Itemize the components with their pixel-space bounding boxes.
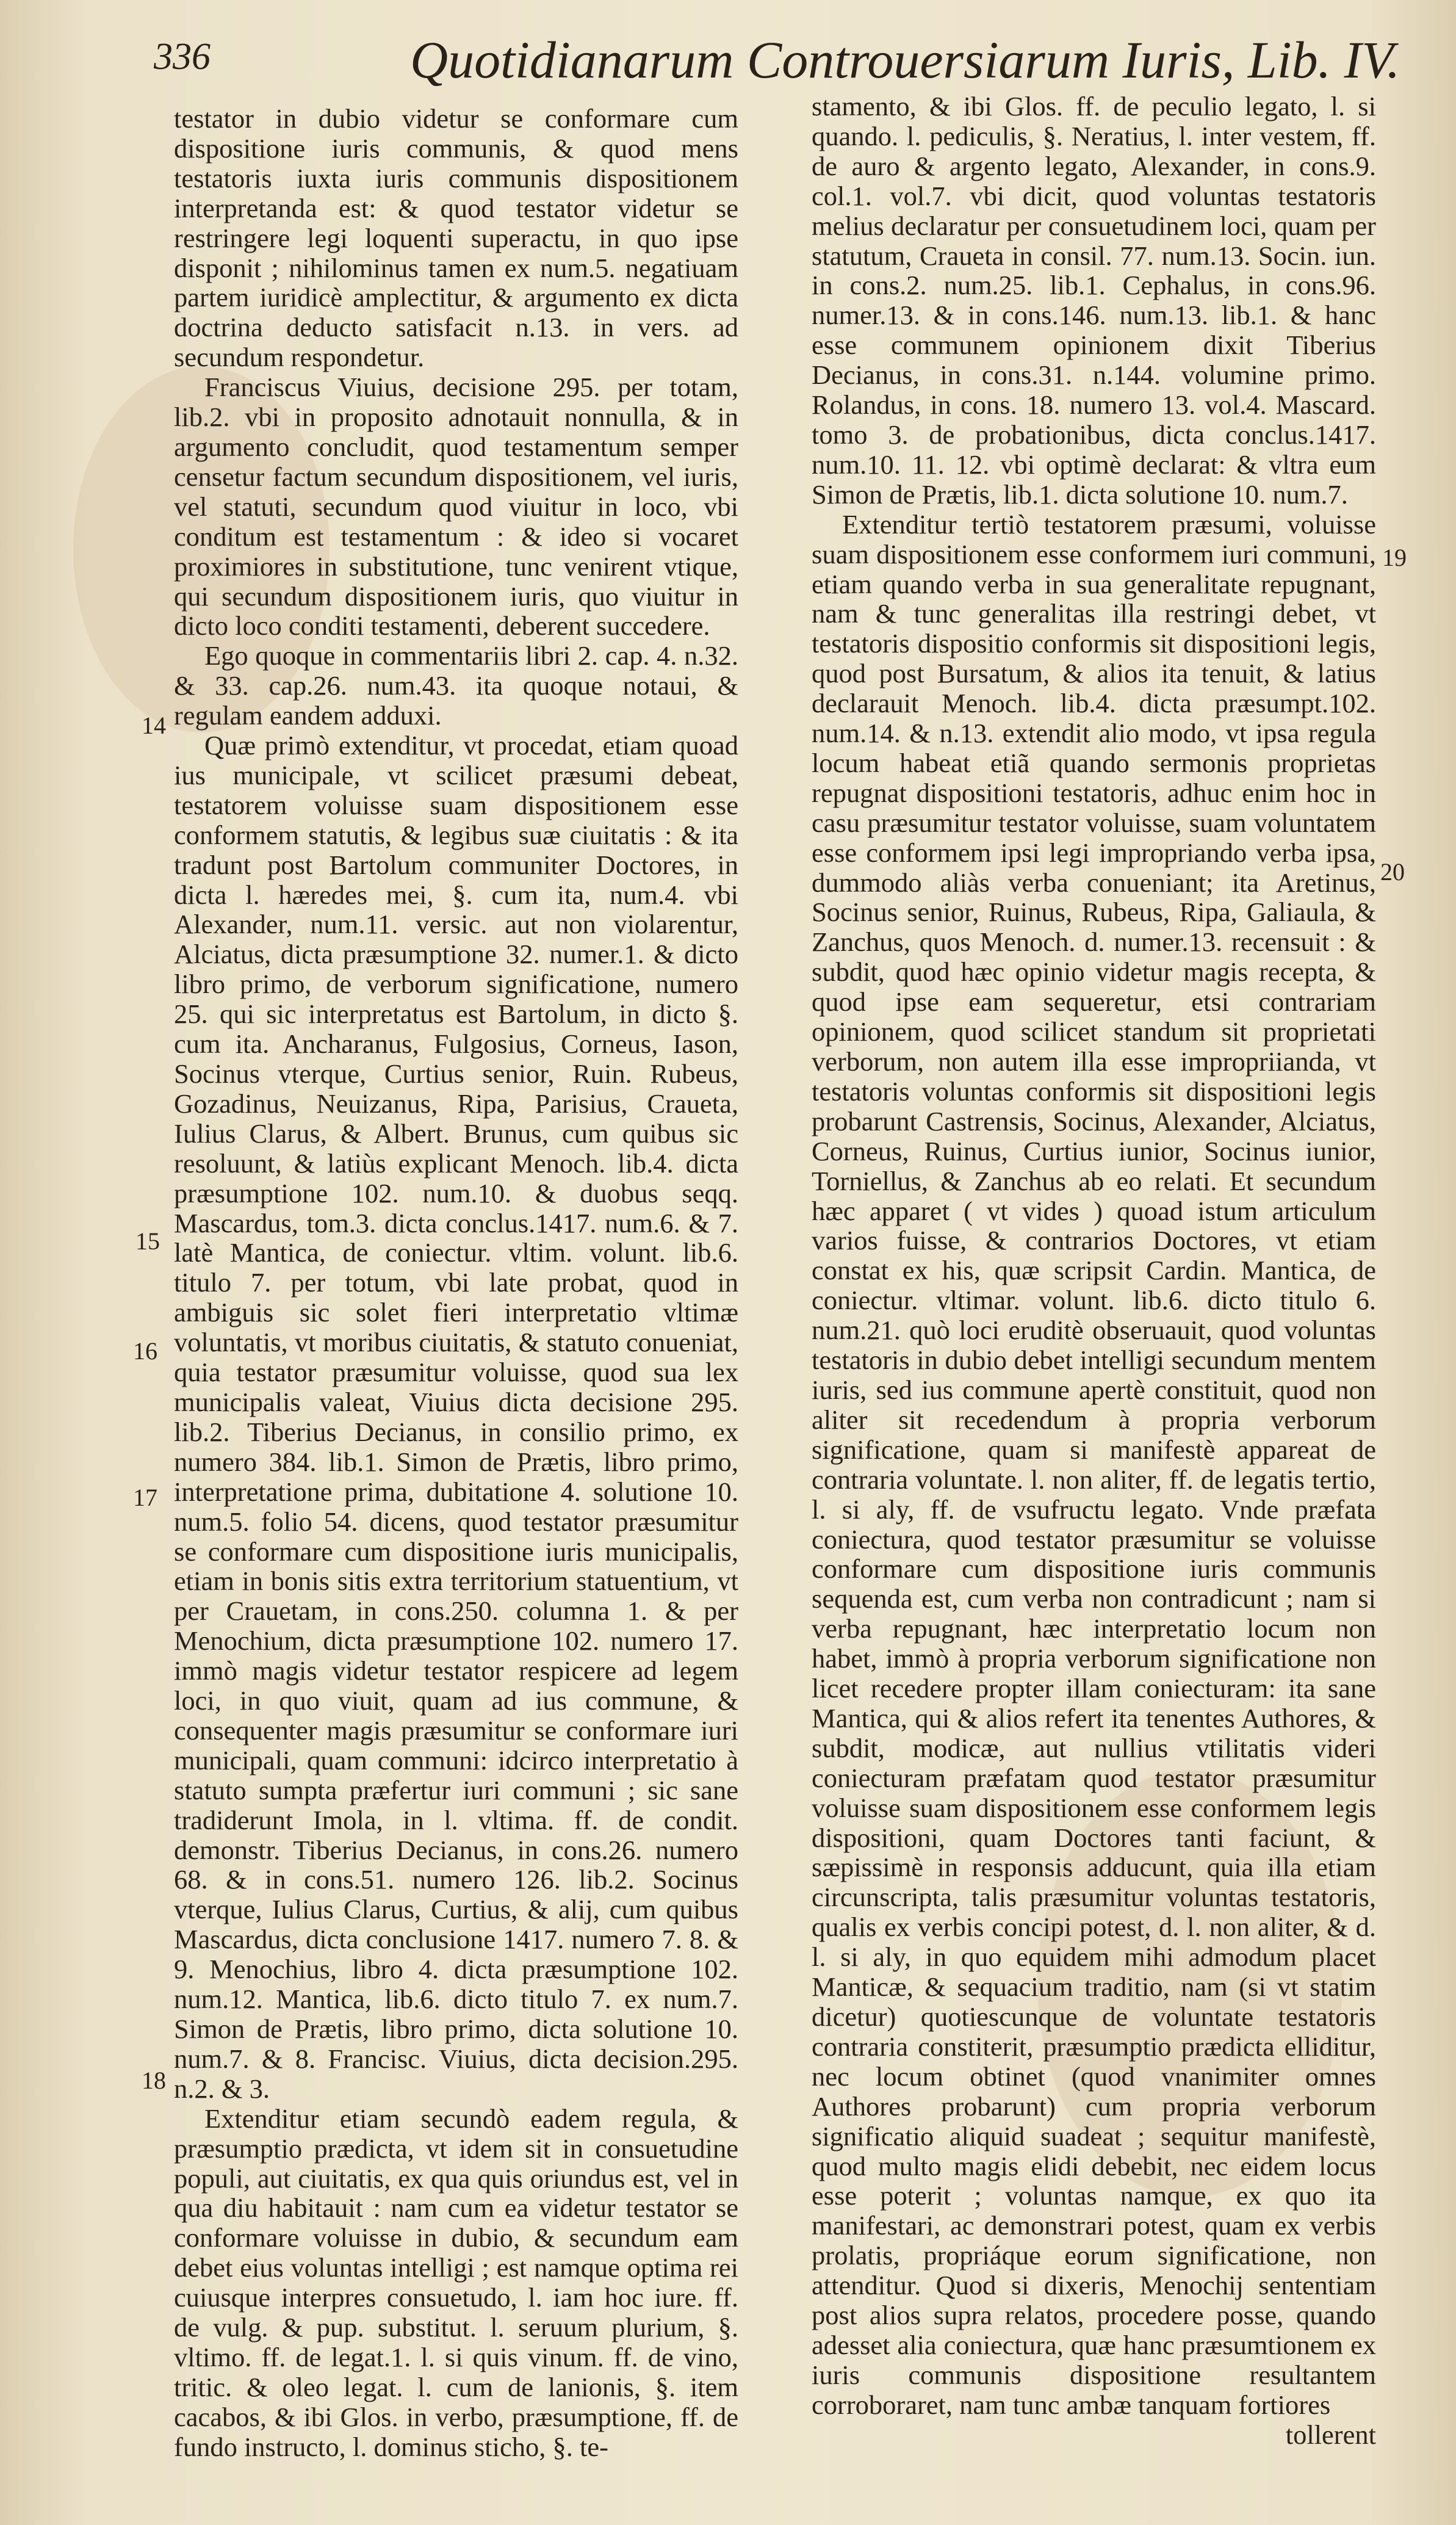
right-column <box>812 92 1376 2450</box>
margin-number: 15 <box>135 1227 160 1255</box>
paragraph: Quæ primò extenditur, vt procedat, etiam quoad ius municipale, vt scilicet præsumi debeat, testatorem voluisse suam dispositionem esse conformem statutis, & legibus suæ ciuitatis : & ita tradunt post Bartolum communiter Doctores, in dicta l. hæredes mei, §. cum ita, num.4. vbi Alexander, num.11. versic. aut non violarentur, Alciatus, dicta præsumptione 32. numer.1. & dicto libro primo, de verborum significatione, numero 25. qui sic interpretatus est Bartolum, in dicto §. cum ita. Ancharanus, Fulgosius, Corneus, Iason, Socinus vterque, Curtius senior, Ruin. Rubeus, Gozadinus, Neuizanus, Ripa, Parisius, Craueta, Iulius Clarus, & Albert. Brunus, cum quibus sic resoluunt, & latiùs explicant Menoch. lib.4. dicta præsumptione 102. num.10. & duobus seqq. Mascardus, tom.3. dicta conclus.1417. num.6. & 7. latè Mantica, de coniectur. vltim. volunt. lib.6. titulo 7. per totum, vbi late probat, quod in ambiguis sic solet fieri interpretatio vltimæ voluntatis, vt moribus ciuitatis, & statuto conueniat, quia testator præsumitur voluisse, quod sua lex municipalis valeat, Viuius dicta decisione 295. lib.2. Tiberius Decianus, in consilio primo, ex numero 384. lib.1. Simon de Prætis, libro primo, interpretatione prima, dubitatione 4. solutione 10. num.5. folio 54. dicens, quod testator præsumitur se conformare cum dispositione iuris municipalis, etiam in bonis sitis extra territorium statuentium, vt per Crauetam, in cons.250. columna 1. & per Menochium, dicta præsumptione 102. numero 17. immò magis videtur testator respicere ad legem loci, in quo viuit, quam ad ius commune, & consequenter magis præsumitur se conformare iuri municipali, quam communi: idcirco interpretatio à statuto sumpta præfertur iuri communi ; sic sane tradiderunt Imola, in l. vltima. ff. de condit. demonstr. Tiberius Decianus, in cons.26. numero 68. & in cons.51. numero 126. lib.2. Socinus vterque, Iulius Clarus, Curtius, & alij, cum quibus Mascardus, dicta conclusione 1417. numero 7. 8. & 9. Menochius, libro 4. dicta præsumptione 102. num.12. Mantica, lib.6. dicto titulo 7. ex num.7. Simon de Prætis, libro primo, dicta solutione 10. num.7. & 8. Francisc. Viuius, dicta decision.295. n.2. & 3. <box>174 730 738 2104</box>
paragraph: stamento, & ibi Glos. ff. de peculio legato, l. si quando. l. pediculis, §. Neratius, l. inter vestem, ff. de auro & argento legato, Alexander, in cons.9. col.1. vol.7. vbi dicit, quod voluntas testatoris melius declaratur per consuetudinem loci, quam per statutum, Craueta in consil. 77. num.13. Socin. iun. in cons.2. num.25. lib.1. Cephalus, in cons.96. numer.13. & in cons.146. num.13. lib.1. & hanc esse communem opinionem dixit Tiberius Decianus, in cons.31. n.144. volumine primo. Rolandus, in cons. 18. numero 13. vol.4. Mascard. tomo 3. de probationibus, dicta conclus.1417. num.10. 11. 12. vbi optimè declarat: & vltra eum Simon de Prætis, lib.1. dicta solutione 10. num.7. <box>812 91 1376 510</box>
paragraph: Extenditur etiam secundò eadem regula, & præsumptio prædicta, vt idem sit in consuetudine populi, aut ciuitatis, ex qua quis oriundus est, vel in qua diu habitauit : nam cum ea videtur testator se conformare voluisse in dubio, & secundum eam debet eius voluntas intelligi ; est namque optima rei cuiusque interpres consuetudo, l. iam hoc iure. ff. de vulg. & pup. substitut. l. seruum plurium, §. vltimo. ff. de legat.1. l. si quis vinum. ff. de vino, tritic. & oleo legat. l. cum de lanionis, §. item cacabos, & ibi Glos. in verbo, præsumptione, ff. de fundo instructo, l. dominus sticho, §. te- <box>174 2103 738 2462</box>
margin-number: 19 <box>1382 544 1407 571</box>
paragraph: testator in dubio videtur se conformare cum dispositione iuris communis, & quod mens testatoris iuxta iuris communis dispositionem interpretanda est: & quod testator videtur se restringere legi loquenti superactu, in quo ipse disponit ; nihilominus tamen ex num.5. negatiuam partem iuridicè amplectitur, & argumento ex dicta doctrina deducto satisfacit n.13. in vers. ad secundum respondetur. <box>174 103 738 373</box>
page-number: 336 <box>154 36 211 78</box>
margin-number: 17 <box>133 1484 157 1511</box>
margin-number: 14 <box>142 712 166 739</box>
margin-number: 18 <box>142 2067 166 2094</box>
paragraph: Franciscus Viuius, decisione 295. per totam, lib.2. vbi in proposito adnotauit nonnulla, & in argumento concludit, quod testamentum semper censetur factum secundum dispositionem, vel iuris, vel statuti, secundum quod viuitur in loco, vbi conditum est testamentum : & ideo si vocaret proximiores in substitutione, tunc venirent vtique, qui secundum dispositionem iuris, quo viuitur in dicto loco conditi testamenti, deberent succedere. <box>174 372 738 641</box>
catchword: tollerent <box>1285 2419 1376 2450</box>
paragraph: Extenditur tertiò testatorem præsumi, voluisse suam dispositionem esse conformem iuri communi, etiam quando verba in sua generalitate repugnant, nam & tunc generalitas illa restringi debet, vt testatoris dispositio conformis sit dispositioni legis, quod post Bursatum, & alios ita tenuit, & latius declarauit Menoch. lib.4. dicta præsumpt.102. num.14. & n.13. extendit alio modo, vt ipsa regula locum habeat etiã quando sermonis proprietas repugnat dispositioni testatoris, adhuc enim hoc in casu præsumitur testator voluisse, suam voluntatem esse conformem ipsi legi impropriando verba ipsa, dummodo aliàs verba conueniant; ita Aretinus, Socinus senior, Ruinus, Rubeus, Ripa, Galiaula, & Zanchus, quos Menoch. d. numer.13. recensuit : & subdit, quod hæc opinio videtur magis recepta, & quod ipse eam sequeretur, etsi contrariam opinionem, quod scilicet standum sit proprietati verborum, non autem illa esse impropriianda, vt testatoris voluntas conformis sit dispositioni legis probarunt Castrensis, Socinus, Alexander, Alciatus, Corneus, Ruinus, Curtius iunior, Socinus iunior, Torniellus, & Zanchus ab eo relati. Et secundum hæc apparet ( vt vides ) quoad istum articulum varios fuisse, & contrarios Doctores, vt etiam constat ex his, quæ scripsit Cardin. Mantica, de coniectur. vltimar. volunt. lib.6. dicto titulo 6. num.21. quò loci eruditè obseruauit, quod voluntas testatoris in dubio debet intelligi secundum mentem iuris, sed ius commune apertè constituit, quod non aliter sit recedendum à propria verborum significatione, quam si manifestè appareat de contraria voluntate. l. non aliter, ff. de legatis tertio, l. si aly, ff. de vsufructu legato. Vnde præfata coniectura, quod testator præsumitur se voluisse conformare cum dispositione iuris communis sequenda est, cum verba non contradicunt ; nam si verba repugnant, hæc interpretatio locum non habet, immò à propria verborum significatione non licet recedere propter illam coniecturam: ita sane Mantica, qui & alios refert ita tenentes Authores, & subdit, modicæ, aut nullius vtilitatis videri coniecturam præfatam quod testator præsumitur voluisse suam dispositionem esse conformem legis dispositioni, quam Doctores tanti faciunt, & sæpissimè in responsis adducunt, quia illa etiam circunscripta, talis præsumitur voluntas testatoris, qualis ex verbis concipi potest, d. l. non aliter, & d. l. si aly, in quo equidem mihi admodum placet Manticæ, & sequacium traditio, nam (si vt statim dicetur) quotiescunque de voluntate testatoris contraria constiterit, præsumptio prædicta elliditur, nec locum obtinet (quod vnanimiter omnes Authores probarunt) cum propria verborum significatio aliquid suadeat ; sequitur manifestè, quod multo magis elidi debebit, nec eidem locus esse poterit ; voluntas namque, ex quo ita manifestari, ac demonstrari potest, quam ex verbis prolatis, propriáque eorum significatione, non attenditur. Quod si dixeris, Menochij sententiam post alios supra relatos, procedere posse, quando adesset alia coniectura, quæ hanc præsumtionem ex iuris communis dispositione resultantem corroboraret, nam tunc ambæ tanquam fortiores <box>812 508 1376 2420</box>
running-title: Quotidianarum Controuersiarum Iuris, Lib. IV. <box>410 31 1400 89</box>
margin-number: 16 <box>133 1337 157 1365</box>
left-column <box>174 104 738 2462</box>
margin-number: 20 <box>1380 858 1405 886</box>
page-header <box>154 24 1400 98</box>
paragraph: Ego quoque in commentariis libri 2. cap. 4. n.32. & 33. cap.26. num.43. ita quoque notaui, & regulam eandem adduxi. <box>174 640 738 731</box>
